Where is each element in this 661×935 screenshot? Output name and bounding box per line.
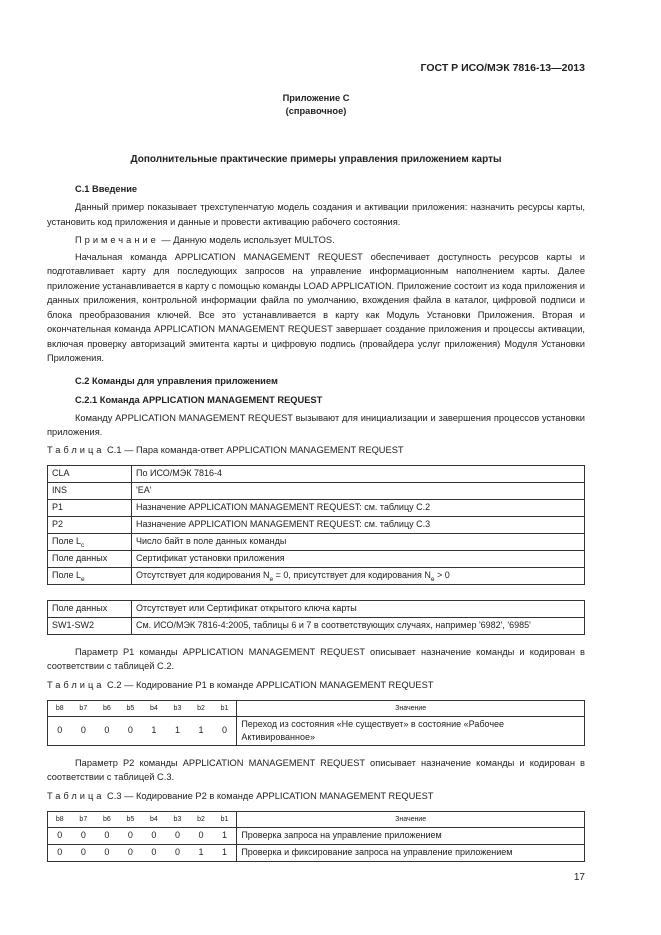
table-header-row: [48, 700, 585, 716]
cell: Сертификат установки приложения: [132, 550, 585, 567]
table-row: [48, 716, 585, 745]
cell: Отсутствует или Сертификат открытого ключа карты: [132, 600, 585, 617]
bit-cell: 0: [189, 827, 213, 844]
bit-header: b2: [189, 700, 213, 716]
cell-text: Отсутствует для кодирования N: [136, 570, 270, 580]
subscript: e: [269, 575, 274, 583]
page-number: 17: [573, 871, 585, 883]
cell: SW1-SW2: [48, 617, 132, 634]
cell: CLA: [48, 465, 132, 482]
document-header: ГОСТ Р ИСО/МЭК 7816-13—2013: [420, 62, 585, 74]
table-caption-c3: [47, 790, 585, 803]
bit-cell: 0: [119, 844, 143, 861]
bit-cell: 0: [119, 827, 143, 844]
table-c1-response: [47, 600, 585, 635]
bit-cell: 0: [95, 827, 119, 844]
subscript: c: [81, 541, 85, 549]
section-heading-c2: С.2 Команды для управления приложением: [75, 375, 278, 386]
page-content: [47, 0, 585, 923]
bit-header: b6: [95, 811, 119, 827]
bit-cell: 0: [72, 827, 96, 844]
note: [47, 233, 585, 248]
table-row: [48, 465, 585, 482]
subscript: e: [430, 575, 435, 583]
cell: Поле данных: [48, 600, 132, 617]
bit-header: b5: [119, 700, 143, 716]
caption-text: С.3 — Кодирование P2 в команде APPLICATION MANAGEMENT REQUEST: [104, 790, 434, 801]
cell: [48, 567, 132, 584]
bit-cell: 0: [48, 844, 72, 861]
cell: См. ИСО/МЭК 7816-4:2005, таблицы 6 и 7 в соответствующих случаях, например '6982', '6985': [132, 617, 585, 634]
bit-header: b3: [166, 700, 190, 716]
caption-label: Таблица: [47, 790, 105, 801]
bit-header: b3: [166, 811, 190, 827]
cell-text: = 0, присутствует для кодирования N: [273, 570, 431, 580]
cell: 'EA': [132, 482, 585, 499]
bit-header: b8: [48, 811, 72, 827]
bit-header: b8: [48, 700, 72, 716]
page-title: Дополнительные практические примеры управления приложением карты: [130, 154, 502, 165]
subscript: e: [81, 575, 85, 583]
table-header-row: [48, 811, 585, 827]
bit-cell: 0: [95, 844, 119, 861]
section-heading-c21: С.2.1 Команда APPLICATION MANAGEMENT REQUEST: [75, 394, 323, 405]
bit-header: b7: [72, 811, 96, 827]
note-text: — Данную модель использует MULTOS.: [158, 235, 335, 245]
caption-label: Таблица: [47, 679, 105, 690]
paragraph: Данный пример показывает трехступенчатую модель создания и активации приложения: назначить ресурсы карты, установить код приложения и данные и провести активацию рабочего состояния.: [47, 202, 585, 227]
cell: [48, 533, 132, 550]
cell: [132, 567, 585, 584]
cell-text: Поле L: [52, 536, 82, 546]
bit-cell: 0: [142, 844, 166, 861]
table-row: [48, 844, 585, 861]
value-header: Значение: [237, 700, 585, 716]
caption-text: С.1 — Пара команда-ответ APPLICATION MANAGEMENT REQUEST: [104, 444, 404, 455]
cell: P2: [48, 516, 132, 533]
bit-cell: 0: [166, 844, 190, 861]
bit-header: b6: [95, 700, 119, 716]
paragraph: Команду APPLICATION MANAGEMENT REQUEST вызывают для инициализации и завершения процессов установки приложения.: [47, 412, 585, 437]
note-label: Примечание: [75, 235, 159, 245]
table-c1: [47, 465, 585, 585]
value-cell: Переход из состояния «Не существует» в состояние «Рабочее Активированное»: [237, 716, 585, 745]
bit-header: b1: [213, 811, 237, 827]
caption-label: Таблица: [47, 444, 105, 455]
table-row: [48, 533, 585, 550]
value-cell: Проверка и фиксирование запроса на управление приложением: [237, 844, 585, 861]
table-row: [48, 567, 585, 584]
cell: По ИСО/МЭК 7816-4: [132, 465, 585, 482]
bit-cell: 1: [213, 827, 237, 844]
table-row: [48, 482, 585, 499]
bit-header: b4: [142, 811, 166, 827]
bit-cell: 0: [95, 716, 119, 745]
table-row: [48, 499, 585, 516]
paragraph: Параметр P2 команды APPLICATION MANAGEMENT REQUEST описывает назначение команды и кодирован в соответствии с таблицей С.3.: [47, 757, 585, 782]
cell-text: Поле L: [52, 570, 82, 580]
cell: Число байт в поле данных команды: [132, 533, 585, 550]
bit-cell: 0: [213, 716, 237, 745]
value-header: Значение: [237, 811, 585, 827]
table-row: [48, 516, 585, 533]
table-c2: [47, 700, 585, 746]
bit-cell: 0: [142, 827, 166, 844]
bit-header: b4: [142, 700, 166, 716]
cell: Назначение APPLICATION MANAGEMENT REQUEST: см. таблицу С.3: [132, 516, 585, 533]
bit-header: b7: [72, 700, 96, 716]
table-row: [48, 617, 585, 634]
table-row: [48, 550, 585, 567]
bit-cell: 1: [142, 716, 166, 745]
bit-cell: 0: [72, 844, 96, 861]
bit-header: b5: [119, 811, 143, 827]
cell: Назначение APPLICATION MANAGEMENT REQUEST: см. таблицу С.2: [132, 499, 585, 516]
bit-cell: 0: [72, 716, 96, 745]
table-caption-c1: [47, 444, 585, 457]
caption-text: С.2 — Кодирование P1 в команде APPLICATION MANAGEMENT REQUEST: [104, 679, 434, 690]
bit-cell: 1: [213, 844, 237, 861]
table-row: [48, 827, 585, 844]
bit-cell: 0: [48, 716, 72, 745]
bit-header: b1: [213, 700, 237, 716]
cell: Поле данных: [48, 550, 132, 567]
section-heading-c1: С.1 Введение: [75, 184, 138, 194]
cell-text: > 0: [434, 570, 450, 580]
bit-cell: 0: [166, 827, 190, 844]
cell: INS: [48, 482, 132, 499]
bit-cell: 0: [48, 827, 72, 844]
table-c3: [47, 811, 585, 862]
cell: P1: [48, 499, 132, 516]
paragraph: Параметр P1 команды APPLICATION MANAGEMENT REQUEST описывает назначение команды и кодирован в соответствии с таблицей С.2.: [47, 646, 585, 671]
table-caption-c2: [47, 679, 585, 692]
bit-cell: 1: [166, 716, 190, 745]
paragraph: Начальная команда APPLICATION MANAGEMENT REQUEST обеспечивает доступность ресурсов карты и подготавливает карту для последующих запросов на управление информационным наполнением карты. Далее приложение устанавливается в карту с помощью команды LOAD APPLICATION. Приложение состоит из кода приложения и данных приложения, контрольной информации файла по умолчанию, вхождения файла в каталог, цифровой подписи и блока преобразования ключей. Все это устанавливается в карту как Модуль Установки Приложения. Вторая и окончательная команда APPLICATION MANAGEMENT REQUEST завершает создание приложения и процессы активации, включая проверку авторизаций эмитента карты и цифровую подпись (провайдера услуг приложения) Модуля Установки Приложения.: [47, 251, 585, 363]
bit-cell: 0: [119, 716, 143, 745]
bit-header: b2: [189, 811, 213, 827]
annex-subtitle: (справочное): [285, 106, 347, 116]
bit-cell: 1: [189, 844, 213, 861]
bit-cell: 1: [189, 716, 213, 745]
value-cell: Проверка запроса на управление приложением: [237, 827, 585, 844]
table-row: [48, 600, 585, 617]
annex-title: Приложение С: [282, 93, 350, 103]
